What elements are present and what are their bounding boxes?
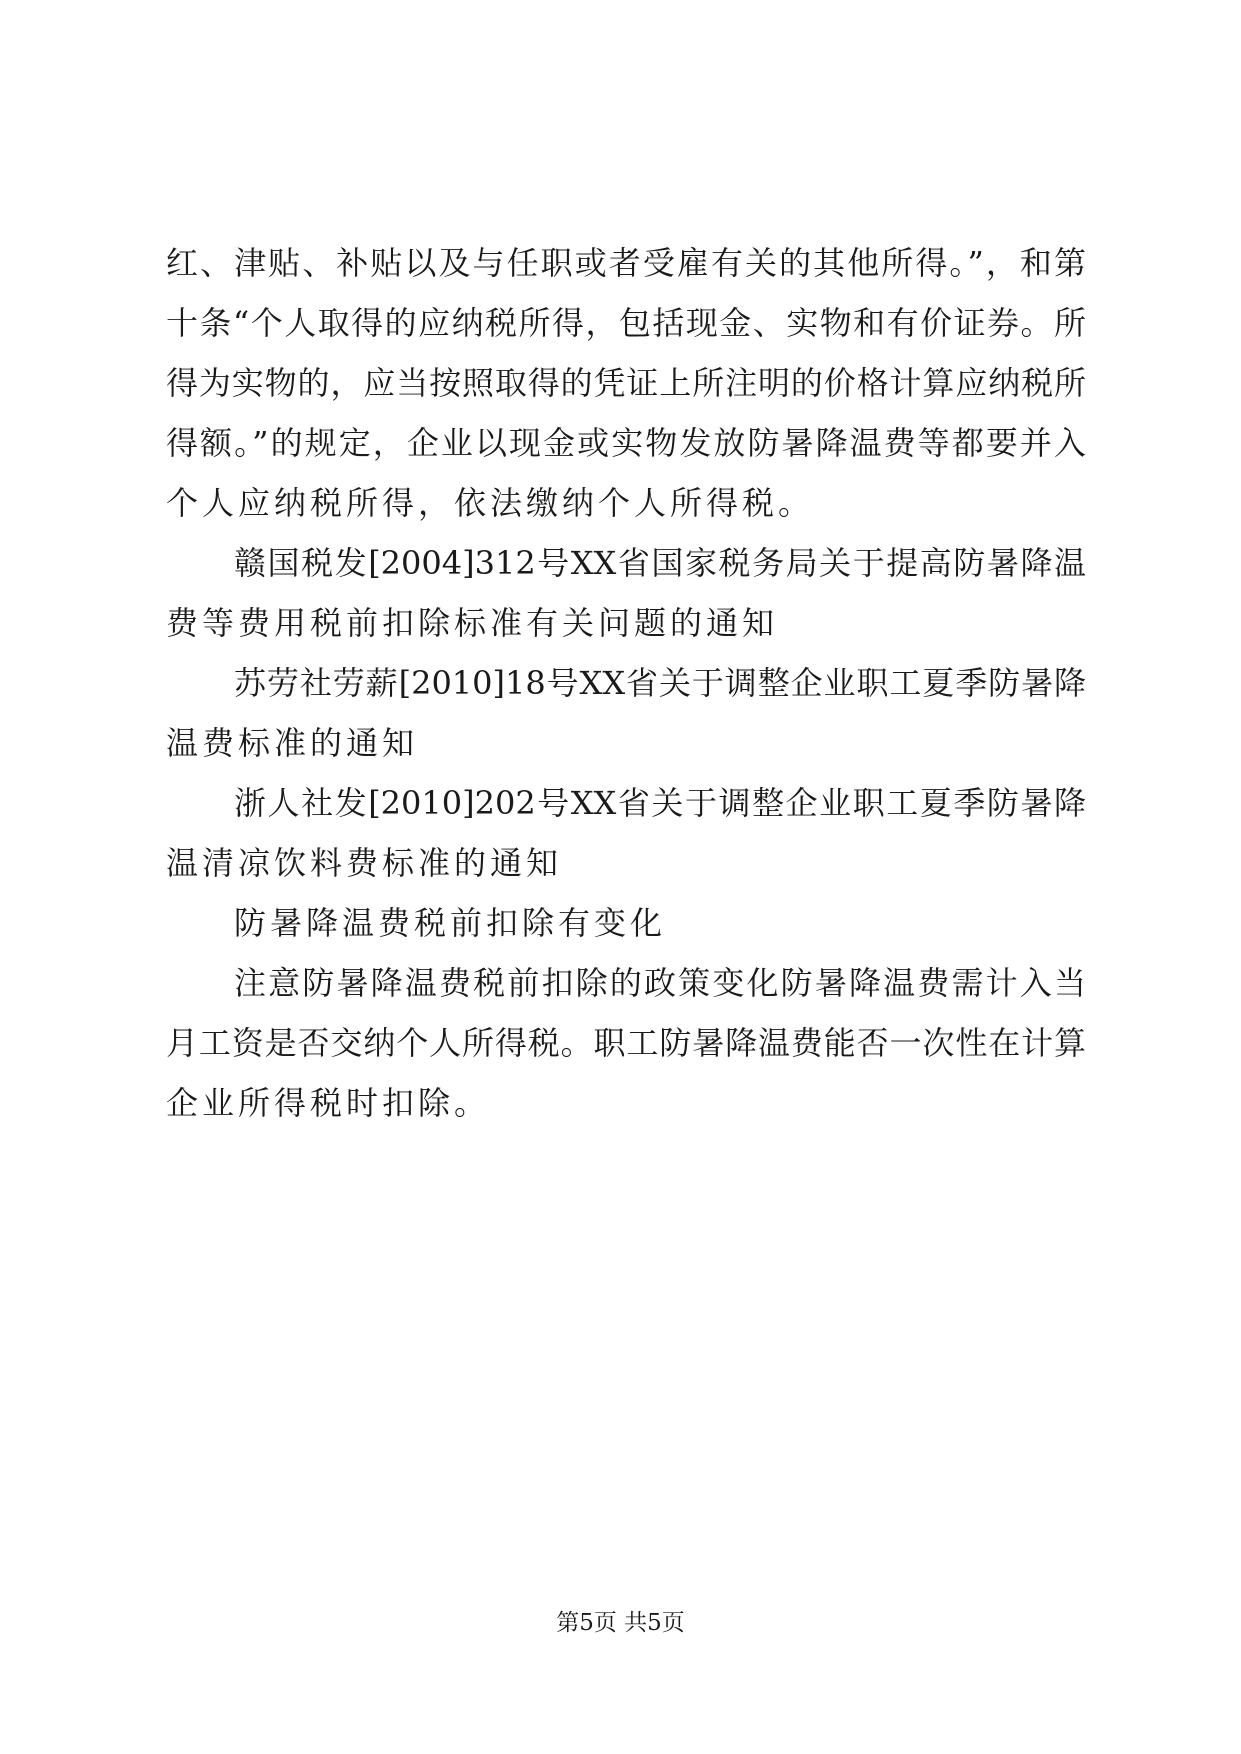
text-line: 温清凉饮料费标准的通知 [166, 844, 563, 882]
text-line: 温费标准的通知 [166, 724, 419, 762]
text-line: 红、津贴、补贴以及与任职或者受雇有关的其他所得。”，和第 [166, 244, 1086, 282]
notice-line: 赣国税发[2004]312号XX省国家税务局关于提高防暑降温 [234, 544, 1086, 582]
page-number-footer: 第5页 共5页 [556, 1610, 685, 1636]
notice-line: 苏劳社劳薪[2010]18号XX省关于调整企业职工夏季防暑降 [234, 664, 1086, 702]
text-line: 注意防暑降温费税前扣除的政策变化防暑降温费需计入当 [234, 964, 1086, 1002]
section-heading: 防暑降温费税前扣除有变化 [234, 904, 667, 942]
text-line: 得为实物的，应当按照取得的凭证上所注明的价格计算应纳税所 [166, 364, 1086, 402]
text-line: 费等费用税前扣除标准有关问题的通知 [166, 604, 779, 642]
text-line: 企业所得税时扣除。 [166, 1084, 491, 1122]
document-body [166, 233, 1086, 1133]
text-line: 得额。”的规定，企业以现金或实物发放防暑降温费等都要并入 [166, 424, 1086, 462]
notice-line: 浙人社发[2010]202号XX省关于调整企业职工夏季防暑降 [234, 784, 1086, 822]
text-line: 个人应纳税所得，依法缴纳个人所得税。 [166, 484, 815, 522]
text-line: 月工资是否交纳个人所得税。职工防暑降温费能否一次性在计算 [166, 1024, 1086, 1062]
text-line: 十条“个人取得的应纳税所得，包括现金、实物和有价证券。所 [166, 304, 1086, 342]
